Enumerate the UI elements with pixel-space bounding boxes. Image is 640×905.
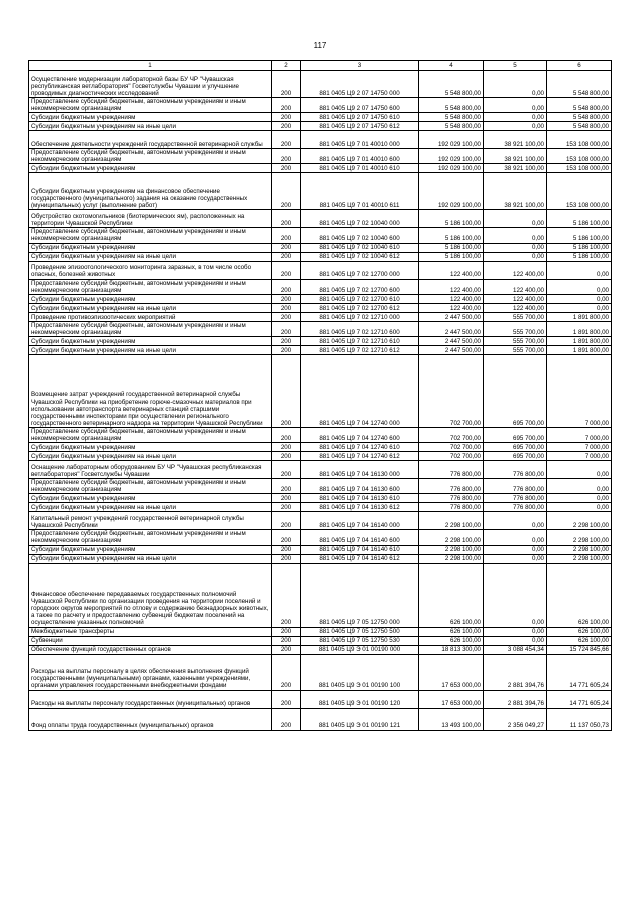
- row-name-cell: Субсидии бюджетным учреждениям на иные цели: [29, 554, 272, 563]
- row-name-cell: Субсидии бюджетным учреждениям на иные цели: [29, 303, 272, 312]
- row-name-cell: Субсидии бюджетным учреждениям: [29, 494, 272, 503]
- row-result-cell: 7 000,00: [547, 443, 612, 452]
- row-name-cell: Субсидии бюджетным учреждениям: [29, 113, 272, 122]
- row-grbs-cell: 200: [272, 530, 301, 545]
- table-row: [29, 210, 612, 228]
- row-name-cell: Проведение противоэпизоотических мероприятий: [29, 312, 272, 321]
- row-change-cell: 0,00: [484, 636, 547, 645]
- row-change-cell: 0,00: [484, 243, 547, 252]
- table-row: [29, 645, 612, 654]
- row-grbs-cell: 200: [272, 645, 301, 654]
- row-amount-cell: 5 548 800,00: [419, 113, 484, 122]
- table-body: [29, 71, 612, 731]
- row-result-cell: 2 298 100,00: [547, 530, 612, 545]
- row-amount-cell: 5 186 100,00: [419, 243, 484, 252]
- row-change-cell: 122 400,00: [484, 294, 547, 303]
- row-result-cell: 626 100,00: [547, 636, 612, 645]
- row-amount-cell: 626 100,00: [419, 627, 484, 636]
- row-result-cell: 1 891 800,00: [547, 345, 612, 354]
- row-result-cell: 0,00: [547, 479, 612, 494]
- row-grbs-cell: 200: [272, 554, 301, 563]
- row-change-cell: 0,00: [484, 228, 547, 243]
- table-row: [29, 303, 612, 312]
- row-code-cell: 881 0405 Ц9 7 02 12700 610: [301, 294, 419, 303]
- row-amount-cell: 122 400,00: [419, 261, 484, 279]
- row-result-cell: 0,00: [547, 279, 612, 294]
- row-amount-cell: 776 800,00: [419, 494, 484, 503]
- row-change-cell: 2 881 394,76: [484, 690, 547, 708]
- table-row: [29, 563, 612, 627]
- row-grbs-cell: 200: [272, 312, 301, 321]
- row-result-cell: 0,00: [547, 503, 612, 512]
- row-amount-cell: 702 700,00: [419, 443, 484, 452]
- row-code-cell: 881 0405 Ц9 Э 01 00190 120: [301, 690, 419, 708]
- row-amount-cell: 2 447 500,00: [419, 336, 484, 345]
- row-result-cell: 5 186 100,00: [547, 243, 612, 252]
- row-name-cell: Субсидии бюджетным учреждениям: [29, 336, 272, 345]
- table-row: [29, 243, 612, 252]
- row-grbs-cell: 200: [272, 321, 301, 336]
- row-change-cell: 0,00: [484, 512, 547, 530]
- row-result-cell: 2 298 100,00: [547, 554, 612, 563]
- row-grbs-cell: 200: [272, 512, 301, 530]
- row-grbs-cell: 200: [272, 503, 301, 512]
- row-name-cell: Фонд оплаты труда государственных (муниципальных) органов: [29, 708, 272, 730]
- row-result-cell: 15 724 845,66: [547, 645, 612, 654]
- page-number: 117: [313, 41, 327, 50]
- row-result-cell: 626 100,00: [547, 627, 612, 636]
- column-header: 2: [272, 61, 301, 71]
- row-change-cell: 0,00: [484, 98, 547, 113]
- row-grbs-cell: 200: [272, 164, 301, 173]
- row-amount-cell: 776 800,00: [419, 503, 484, 512]
- row-change-cell: 555 700,00: [484, 312, 547, 321]
- table-row: [29, 71, 612, 98]
- row-amount-cell: 702 700,00: [419, 354, 484, 427]
- row-grbs-cell: 200: [272, 303, 301, 312]
- row-result-cell: 0,00: [547, 494, 612, 503]
- row-result-cell: 14 771 605,24: [547, 654, 612, 690]
- row-code-cell: 881 0405 Ц9 7 02 10040 610: [301, 243, 419, 252]
- table-header-row: [29, 61, 612, 71]
- row-amount-cell: 2 298 100,00: [419, 545, 484, 554]
- row-grbs-cell: 200: [272, 708, 301, 730]
- row-name-cell: Предоставление субсидий бюджетным, автономным учреждениям и иным некоммерческим организациям: [29, 228, 272, 243]
- row-change-cell: 776 800,00: [484, 479, 547, 494]
- row-grbs-cell: 200: [272, 563, 301, 627]
- row-code-cell: 881 0405 Ц9 7 04 16140 600: [301, 530, 419, 545]
- row-change-cell: 555 700,00: [484, 336, 547, 345]
- row-code-cell: 881 0405 Ц9 7 02 12700 000: [301, 261, 419, 279]
- row-amount-cell: 2 447 500,00: [419, 312, 484, 321]
- row-change-cell: 0,00: [484, 627, 547, 636]
- row-grbs-cell: 200: [272, 636, 301, 645]
- row-code-cell: 881 0405 Ц9 2 07 14750 000: [301, 71, 419, 98]
- table-row: [29, 354, 612, 427]
- table-row: [29, 149, 612, 164]
- table-row: [29, 636, 612, 645]
- row-grbs-cell: 200: [272, 173, 301, 210]
- row-change-cell: 0,00: [484, 545, 547, 554]
- row-grbs-cell: 200: [272, 71, 301, 98]
- row-change-cell: 38 921 100,00: [484, 149, 547, 164]
- row-grbs-cell: 200: [272, 131, 301, 149]
- row-grbs-cell: 200: [272, 122, 301, 131]
- row-name-cell: Субсидии бюджетным учреждениям на иные цели: [29, 503, 272, 512]
- row-change-cell: 0,00: [484, 563, 547, 627]
- row-name-cell: Возмещение затрат учреждений государственной ветеринарной службы Чувашской Республики на приобретение горюче-смазочных материалов при использовании автотранспорта ветеринарных станций старшими государственными инспекторами при осуществлении регионального государственного ветеринарного надзора на территории Чувашской Республики: [29, 354, 272, 427]
- row-grbs-cell: 200: [272, 443, 301, 452]
- row-amount-cell: 122 400,00: [419, 294, 484, 303]
- table-row: [29, 545, 612, 554]
- row-change-cell: 122 400,00: [484, 303, 547, 312]
- row-code-cell: 881 0405 Ц9 2 07 14750 612: [301, 122, 419, 131]
- row-grbs-cell: 200: [272, 479, 301, 494]
- table-row: [29, 113, 612, 122]
- row-name-cell: Финансовое обеспечение передаваемых государственных полномочий Чувашской Республики по организации проведения на территории поселений и городских округов мероприятий по отлову и содержанию безнадзорных животных, а также по расчету и предоставлению субвенций бюджетам поселений на осуществление указанных полномочий: [29, 563, 272, 627]
- row-amount-cell: 5 186 100,00: [419, 228, 484, 243]
- row-code-cell: 881 0405 Ц9 7 04 12740 610: [301, 443, 419, 452]
- row-result-cell: 5 548 800,00: [547, 98, 612, 113]
- row-amount-cell: 192 029 100,00: [419, 173, 484, 210]
- row-code-cell: 881 0405 Ц9 7 01 40010 600: [301, 149, 419, 164]
- row-change-cell: 0,00: [484, 210, 547, 228]
- row-name-cell: Субсидии бюджетным учреждениям на иные цели: [29, 122, 272, 131]
- row-code-cell: 881 0405 Ц9 7 04 12740 612: [301, 452, 419, 461]
- row-grbs-cell: 200: [272, 252, 301, 261]
- row-code-cell: 881 0405 Ц9 7 04 16130 600: [301, 479, 419, 494]
- row-name-cell: Субсидии бюджетным учреждениям на иные цели: [29, 345, 272, 354]
- row-result-cell: 0,00: [547, 461, 612, 479]
- row-name-cell: Обеспечение деятельности учреждений государственной ветеринарной службы: [29, 131, 272, 149]
- row-grbs-cell: 200: [272, 545, 301, 554]
- row-grbs-cell: 200: [272, 336, 301, 345]
- row-name-cell: Субсидии бюджетным учреждениям: [29, 443, 272, 452]
- row-change-cell: 0,00: [484, 530, 547, 545]
- row-name-cell: Обеспечение функций государственных органов: [29, 645, 272, 654]
- row-result-cell: 7 000,00: [547, 427, 612, 442]
- row-code-cell: 881 0405 Ц9 7 05 12750 000: [301, 563, 419, 627]
- row-name-cell: Оснащение лабораторным оборудованием БУ ЧР "Чувашская республиканская ветлаборатория" Госветслужбы Чувашии: [29, 461, 272, 479]
- row-amount-cell: 5 548 800,00: [419, 122, 484, 131]
- table-row: [29, 690, 612, 708]
- row-change-cell: 695 700,00: [484, 354, 547, 427]
- row-code-cell: 881 0405 Ц9 7 01 40010 611: [301, 173, 419, 210]
- row-change-cell: 695 700,00: [484, 443, 547, 452]
- table-row: [29, 708, 612, 730]
- row-result-cell: 2 298 100,00: [547, 545, 612, 554]
- row-code-cell: 881 0405 Ц9 7 04 16130 000: [301, 461, 419, 479]
- row-result-cell: 153 108 000,00: [547, 131, 612, 149]
- row-result-cell: 5 548 800,00: [547, 113, 612, 122]
- row-amount-cell: 17 653 000,00: [419, 690, 484, 708]
- table-row: [29, 503, 612, 512]
- row-grbs-cell: 200: [272, 461, 301, 479]
- row-code-cell: 881 0405 Ц9 7 02 12710 612: [301, 345, 419, 354]
- row-change-cell: 555 700,00: [484, 345, 547, 354]
- row-result-cell: 0,00: [547, 294, 612, 303]
- row-code-cell: 881 0405 Ц9 7 01 40010 000: [301, 131, 419, 149]
- row-change-cell: 122 400,00: [484, 279, 547, 294]
- row-grbs-cell: 200: [272, 354, 301, 427]
- row-change-cell: 695 700,00: [484, 452, 547, 461]
- row-grbs-cell: 200: [272, 98, 301, 113]
- table-row: [29, 294, 612, 303]
- table-row: [29, 554, 612, 563]
- row-amount-cell: 702 700,00: [419, 452, 484, 461]
- row-result-cell: 153 108 000,00: [547, 164, 612, 173]
- row-amount-cell: 122 400,00: [419, 279, 484, 294]
- row-code-cell: 881 0405 Ц9 7 04 12740 600: [301, 427, 419, 442]
- row-name-cell: Обустройство скотомогильников (биотермических ям), расположенных на территории Чувашской Республики: [29, 210, 272, 228]
- row-grbs-cell: 200: [272, 228, 301, 243]
- row-name-cell: Субсидии бюджетным учреждениям: [29, 545, 272, 554]
- row-grbs-cell: 200: [272, 427, 301, 442]
- row-grbs-cell: 200: [272, 261, 301, 279]
- row-code-cell: 881 0405 Ц9 7 02 12700 612: [301, 303, 419, 312]
- table-row: [29, 479, 612, 494]
- row-name-cell: Проведение эпизоотологического мониторинга заразных, в том числе особо опасных, болезней животных: [29, 261, 272, 279]
- row-grbs-cell: 200: [272, 294, 301, 303]
- row-code-cell: 881 0405 Ц9 7 02 12710 610: [301, 336, 419, 345]
- row-grbs-cell: 200: [272, 345, 301, 354]
- table-row: [29, 122, 612, 131]
- column-header: 4: [419, 61, 484, 71]
- row-code-cell: 881 0405 Ц9 7 04 12740 000: [301, 354, 419, 427]
- row-grbs-cell: 200: [272, 113, 301, 122]
- row-amount-cell: 626 100,00: [419, 636, 484, 645]
- row-amount-cell: 5 548 800,00: [419, 98, 484, 113]
- table-row: [29, 427, 612, 442]
- row-code-cell: 881 0405 Ц9 7 02 10040 612: [301, 252, 419, 261]
- row-result-cell: 11 137 050,73: [547, 708, 612, 730]
- row-change-cell: 0,00: [484, 113, 547, 122]
- budget-table: [28, 60, 612, 731]
- column-header: 5: [484, 61, 547, 71]
- row-change-cell: 38 921 100,00: [484, 173, 547, 210]
- row-change-cell: 776 800,00: [484, 461, 547, 479]
- row-code-cell: 881 0405 Ц9 7 04 16140 000: [301, 512, 419, 530]
- row-code-cell: 881 0405 Ц9 Э 01 00190 000: [301, 645, 419, 654]
- row-name-cell: Предоставление субсидий бюджетным, автономным учреждениям и иным некоммерческим организациям: [29, 279, 272, 294]
- row-amount-cell: 776 800,00: [419, 479, 484, 494]
- row-change-cell: 0,00: [484, 71, 547, 98]
- table-row: [29, 312, 612, 321]
- table-row: [29, 654, 612, 690]
- row-result-cell: 5 548 800,00: [547, 122, 612, 131]
- row-change-cell: 776 800,00: [484, 494, 547, 503]
- row-name-cell: Капитальный ремонт учреждений государственной ветеринарной службы Чувашской Республики: [29, 512, 272, 530]
- table-row: [29, 252, 612, 261]
- row-name-cell: Предоставление субсидий бюджетным, автономным учреждениям и иным некоммерческим организациям: [29, 98, 272, 113]
- column-header: 1: [29, 61, 272, 71]
- row-code-cell: 881 0405 Ц9 2 07 14750 610: [301, 113, 419, 122]
- row-change-cell: 0,00: [484, 122, 547, 131]
- row-code-cell: 881 0405 Ц9 7 05 12750 530: [301, 636, 419, 645]
- row-amount-cell: 2 298 100,00: [419, 512, 484, 530]
- row-result-cell: 14 771 605,24: [547, 690, 612, 708]
- column-header: 6: [547, 61, 612, 71]
- row-name-cell: Предоставление субсидий бюджетным, автономным учреждениям и иным некоммерческим организациям: [29, 149, 272, 164]
- table-row: [29, 228, 612, 243]
- row-amount-cell: 626 100,00: [419, 563, 484, 627]
- row-code-cell: 881 0405 Ц9 7 04 16140 610: [301, 545, 419, 554]
- row-code-cell: 881 0405 Ц9 Э 01 00190 100: [301, 654, 419, 690]
- table-row: [29, 279, 612, 294]
- row-result-cell: 0,00: [547, 303, 612, 312]
- row-code-cell: 881 0405 Ц9 7 04 16130 612: [301, 503, 419, 512]
- row-code-cell: 881 0405 Ц9 Э 01 00190 121: [301, 708, 419, 730]
- row-name-cell: Субсидии бюджетным учреждениям: [29, 164, 272, 173]
- row-name-cell: Субсидии бюджетным учреждениям на иные цели: [29, 452, 272, 461]
- row-name-cell: Предоставление субсидий бюджетным, автономным учреждениям и иным некоммерческим организациям: [29, 427, 272, 442]
- row-result-cell: 0,00: [547, 261, 612, 279]
- row-result-cell: 153 108 000,00: [547, 149, 612, 164]
- row-change-cell: 776 800,00: [484, 503, 547, 512]
- row-name-cell: Субсидии бюджетным учреждениям на иные цели: [29, 252, 272, 261]
- row-code-cell: 881 0405 Ц9 7 02 10040 600: [301, 228, 419, 243]
- row-amount-cell: 2 298 100,00: [419, 554, 484, 563]
- table-row: [29, 512, 612, 530]
- table-row: [29, 494, 612, 503]
- row-name-cell: Субсидии бюджетным учреждениям: [29, 243, 272, 252]
- table-row: [29, 452, 612, 461]
- table-row: [29, 443, 612, 452]
- row-amount-cell: 702 700,00: [419, 427, 484, 442]
- row-grbs-cell: 200: [272, 690, 301, 708]
- row-result-cell: 7 000,00: [547, 354, 612, 427]
- table-row: [29, 345, 612, 354]
- row-name-cell: Предоставление субсидий бюджетным, автономным учреждениям и иным некоммерческим организациям: [29, 479, 272, 494]
- row-amount-cell: 2 298 100,00: [419, 530, 484, 545]
- row-amount-cell: 5 548 800,00: [419, 71, 484, 98]
- row-name-cell: Предоставление субсидий бюджетным, автономным учреждениям и иным некоммерческим организациям: [29, 530, 272, 545]
- row-result-cell: 626 100,00: [547, 563, 612, 627]
- row-grbs-cell: 200: [272, 494, 301, 503]
- row-result-cell: 5 548 800,00: [547, 71, 612, 98]
- row-grbs-cell: 200: [272, 210, 301, 228]
- table-row: [29, 131, 612, 149]
- row-amount-cell: 13 493 100,00: [419, 708, 484, 730]
- row-result-cell: 1 891 800,00: [547, 336, 612, 345]
- row-change-cell: 3 088 454,34: [484, 645, 547, 654]
- row-change-cell: 0,00: [484, 554, 547, 563]
- row-name-cell: Субсидии бюджетным учреждениям: [29, 294, 272, 303]
- row-grbs-cell: 200: [272, 452, 301, 461]
- row-code-cell: 881 0405 Ц9 7 02 12710 600: [301, 321, 419, 336]
- row-name-cell: Расходы на выплаты персоналу в целях обеспечения выполнения функций государственными (муниципальными) органами, казенными учреждениями, органами управления государственными внебюджетными фондами: [29, 654, 272, 690]
- row-change-cell: 555 700,00: [484, 321, 547, 336]
- table-row: [29, 98, 612, 113]
- table-row: [29, 530, 612, 545]
- row-name-cell: Расходы на выплаты персоналу государственных (муниципальных) органов: [29, 690, 272, 708]
- row-result-cell: 5 186 100,00: [547, 228, 612, 243]
- table-row: [29, 164, 612, 173]
- row-amount-cell: 2 447 500,00: [419, 321, 484, 336]
- row-change-cell: 2 356 049,27: [484, 708, 547, 730]
- row-name-cell: Субсидии бюджетным учреждениям на финансовое обеспечение государственного (муниципального) задания на оказание государственных (муниципальных) услуг (выполнение работ): [29, 173, 272, 210]
- row-name-cell: Межбюджетные трансферты: [29, 627, 272, 636]
- row-amount-cell: 192 029 100,00: [419, 131, 484, 149]
- row-change-cell: 38 921 100,00: [484, 131, 547, 149]
- row-change-cell: 695 700,00: [484, 427, 547, 442]
- row-amount-cell: 18 813 300,00: [419, 645, 484, 654]
- table-row: [29, 461, 612, 479]
- row-code-cell: 881 0405 Ц9 7 04 16130 610: [301, 494, 419, 503]
- row-result-cell: 5 186 100,00: [547, 210, 612, 228]
- row-code-cell: 881 0405 Ц9 7 01 40010 610: [301, 164, 419, 173]
- row-grbs-cell: 200: [272, 149, 301, 164]
- row-amount-cell: 17 653 000,00: [419, 654, 484, 690]
- row-code-cell: 881 0405 Ц9 7 02 12700 600: [301, 279, 419, 294]
- row-result-cell: 1 891 800,00: [547, 312, 612, 321]
- row-code-cell: 881 0405 Ц9 7 02 10040 000: [301, 210, 419, 228]
- row-grbs-cell: 200: [272, 243, 301, 252]
- table-row: [29, 321, 612, 336]
- row-amount-cell: 122 400,00: [419, 303, 484, 312]
- column-header: 3: [301, 61, 419, 71]
- row-code-cell: 881 0405 Ц9 2 07 14750 600: [301, 98, 419, 113]
- row-grbs-cell: 200: [272, 627, 301, 636]
- row-amount-cell: 2 447 500,00: [419, 345, 484, 354]
- row-amount-cell: 5 186 100,00: [419, 252, 484, 261]
- row-result-cell: 153 108 000,00: [547, 173, 612, 210]
- row-amount-cell: 776 800,00: [419, 461, 484, 479]
- row-amount-cell: 192 029 100,00: [419, 149, 484, 164]
- row-name-cell: Предоставление субсидий бюджетным, автономным учреждениям и иным некоммерческим организациям: [29, 321, 272, 336]
- row-change-cell: 38 921 100,00: [484, 164, 547, 173]
- row-change-cell: 0,00: [484, 252, 547, 261]
- row-code-cell: 881 0405 Ц9 7 02 12710 000: [301, 312, 419, 321]
- table-row: [29, 336, 612, 345]
- row-amount-cell: 192 029 100,00: [419, 164, 484, 173]
- row-result-cell: 7 000,00: [547, 452, 612, 461]
- row-grbs-cell: 200: [272, 654, 301, 690]
- table-row: [29, 261, 612, 279]
- table-row: [29, 627, 612, 636]
- row-grbs-cell: 200: [272, 279, 301, 294]
- row-code-cell: 881 0405 Ц9 7 05 12750 500: [301, 627, 419, 636]
- row-result-cell: 1 891 800,00: [547, 321, 612, 336]
- row-name-cell: Субвенции: [29, 636, 272, 645]
- row-amount-cell: 5 186 100,00: [419, 210, 484, 228]
- row-name-cell: Осуществление модернизации лабораторной базы БУ ЧР "Чувашская республиканская ветлаборатория" Госветслужбы Чувашии и улучшение проводимых диагностических исследований: [29, 71, 272, 98]
- row-change-cell: 122 400,00: [484, 261, 547, 279]
- row-result-cell: 5 186 100,00: [547, 252, 612, 261]
- row-code-cell: 881 0405 Ц9 7 04 16140 612: [301, 554, 419, 563]
- row-change-cell: 2 881 394,76: [484, 654, 547, 690]
- table-row: [29, 173, 612, 210]
- row-result-cell: 2 298 100,00: [547, 512, 612, 530]
